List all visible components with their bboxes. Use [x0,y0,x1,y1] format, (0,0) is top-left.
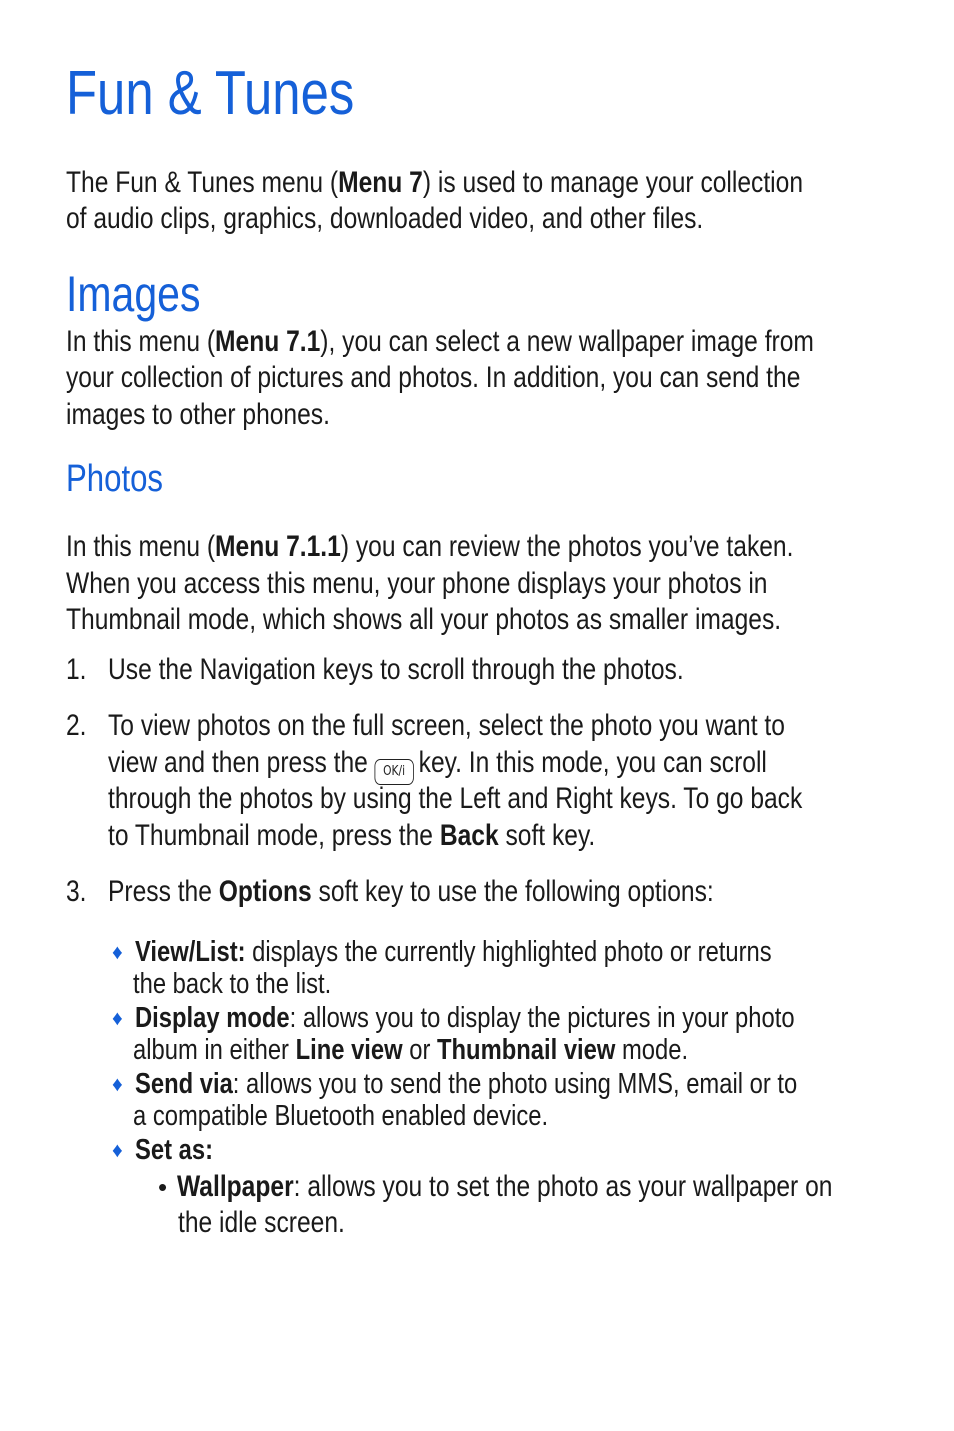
ok-key-icon: OK/i [374,759,413,785]
sub-option-wallpaper-line-2: the idle screen. [178,1206,345,1239]
diamond-bullet-icon: ♦ [112,1007,123,1030]
option-send-via-line-2: a compatible Bluetooth enabled device. [133,1100,549,1132]
images-heading: Images [66,266,201,322]
option-view-list-line-2: the back to the list. [133,968,332,1000]
photos-line-2: When you access this menu, your phone displays your photos in [66,567,768,600]
step-1-number: 1. [66,653,87,686]
step-2-number: 2. [66,709,87,742]
diamond-bullet-icon: ♦ [112,1139,123,1162]
step-2-line-4: to Thumbnail mode, press the Back soft key. [108,819,596,852]
option-display-mode-line-1: Display mode: allows you to display the pictures in your photo [135,1002,795,1034]
step-2-line-2: view and then press the OK/i key. In this mode, you can scroll [108,745,912,785]
intro-line-2: of audio clips, graphics, downloaded video, and other files. [66,202,704,235]
option-view-list-line-1: View/List: displays the currently highlighted photo or returns [135,936,772,968]
step-2-line-1: To view photos on the full screen, select the photo you want to [108,709,785,742]
step-3-text: Press the Options soft key to use the following options: [108,875,714,908]
option-send-via-line-1: Send via: allows you to send the photo using MMS, email or to [135,1068,798,1100]
option-set-as: Set as: [135,1134,213,1166]
diamond-bullet-icon: ♦ [112,941,123,964]
photos-line-3: Thumbnail mode, which shows all your photos as smaller images. [66,603,782,636]
photos-line-1: In this menu (Menu 7.1.1) you can review the photos you’ve taken. [66,530,794,563]
images-line-3: images to other phones. [66,398,330,431]
intro-line-1: The Fun & Tunes menu (Menu 7) is used to manage your collection [66,166,804,199]
images-line-1: In this menu (Menu 7.1), you can select a new wallpaper image from [66,325,814,358]
step-3-number: 3. [66,875,87,908]
images-line-2: your collection of pictures and photos. In addition, you can send the [66,361,801,394]
step-1-text: Use the Navigation keys to scroll through the photos. [108,653,684,686]
step-2-line-3: through the photos by using the Left and Right keys. To go back [108,782,803,815]
photos-heading: Photos [66,458,164,500]
diamond-bullet-icon: ♦ [112,1073,123,1096]
dot-bullet-icon: • [158,1172,168,1202]
option-display-mode-line-2: album in either Line view or Thumbnail view mode. [133,1034,689,1066]
sub-option-wallpaper-line-1: Wallpaper: allows you to set the photo as your wallpaper on [177,1170,833,1203]
page-title: Fun & Tunes [66,59,355,128]
